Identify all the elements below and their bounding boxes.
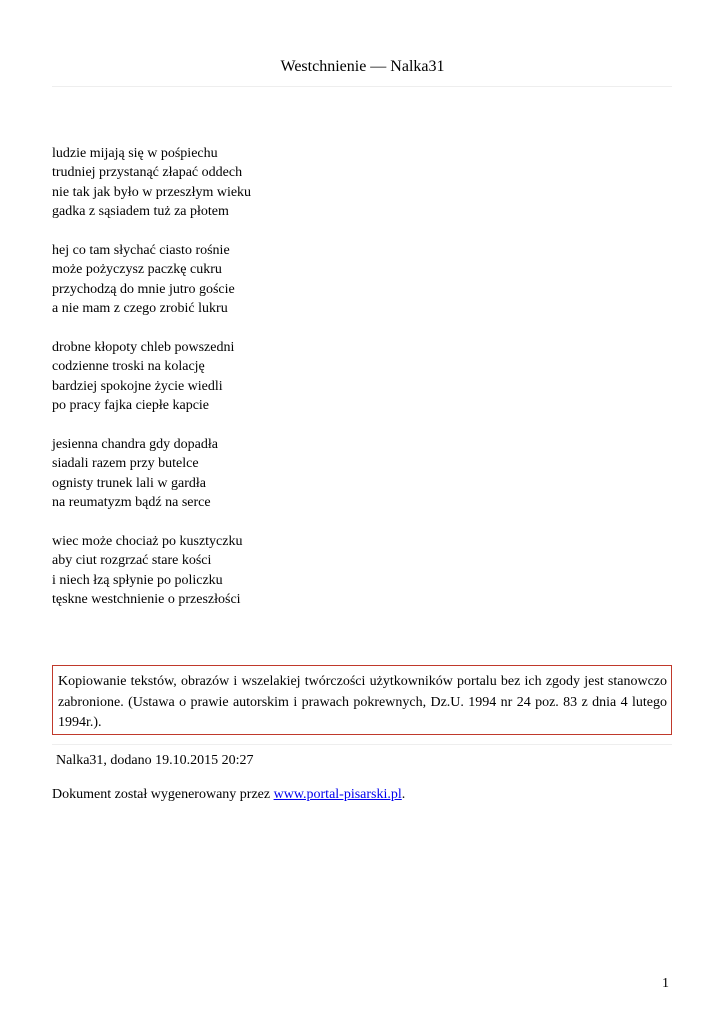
poem-line: codzienne troski na kolację [52,359,205,375]
portal-link[interactable]: www.portal-pisarski.pl [273,787,402,802]
poem-stanza [52,435,612,513]
poem-line: bardziej spokojne życie wiedli [52,378,223,394]
poem-line: trudniej przystanąć złapać oddech [52,165,243,181]
poem-line: drobne kłopoty chleb powszedni [52,339,235,355]
header-divider [52,86,672,87]
poem-stanza [52,144,612,222]
poem-line: przychodzą do mnie jutro goście [52,281,235,297]
poem-line: gadka z sąsiadem tuż za płotem [52,204,229,220]
poem-line: po pracy fajka ciepłe kapcie [52,398,210,414]
poem-line: ludzie mijają się w pośpiechu [52,146,218,161]
poem-line: może pożyczysz paczkę cukru [52,262,222,278]
poem-line: siadali razem przy butelce [52,456,199,472]
poem-body [52,144,612,629]
copyright-notice: Kopiowanie tekstów, obrazów i wszelakiej twórczości użytkowników portalu bez ich zgody jest stanowczo zabronione. (Ustawa o prawie autorskim i prawach pokrewnych, Dz.U. 1994 nr 24 poz. 83 z dnia 4 lutego 1994r.). [52,665,672,735]
poem-line: i niech łzą spłynie po policzku [52,572,223,588]
poem-line: aby ciut rozgrzać stare kości [52,553,212,569]
author-date-line: Nalka31, dodano 19.10.2015 20:27 [56,753,254,768]
document-title: Westchnienie — Nalka31 [280,58,445,75]
page-number: 1 [662,976,669,991]
poem-stanza [52,338,612,416]
poem-line: nie tak jak było w przeszłym wieku [52,184,252,200]
poem-stanza [52,241,612,319]
poem-line: hej co tam słychać ciasto rośnie [52,242,230,258]
poem-line: na reumatyzm bądź na serce [52,495,211,511]
poem-line: tęskne westchnienie o przeszłości [52,591,241,607]
poem-line: ognisty trunek lali w gardła [52,475,206,491]
poem-line: jesienna chandra gdy dopadła [52,436,218,452]
poem-line: wiec może chociaż po kusztyczku [52,533,243,549]
generated-suffix: . [401,787,406,802]
generated-by-line [52,785,405,805]
poem-stanza [52,532,612,610]
poem-line: a nie mam z czego zrobić lukru [52,301,228,317]
meta-divider [52,744,672,745]
generated-prefix: Dokument został wygenerowany przez [52,787,274,802]
